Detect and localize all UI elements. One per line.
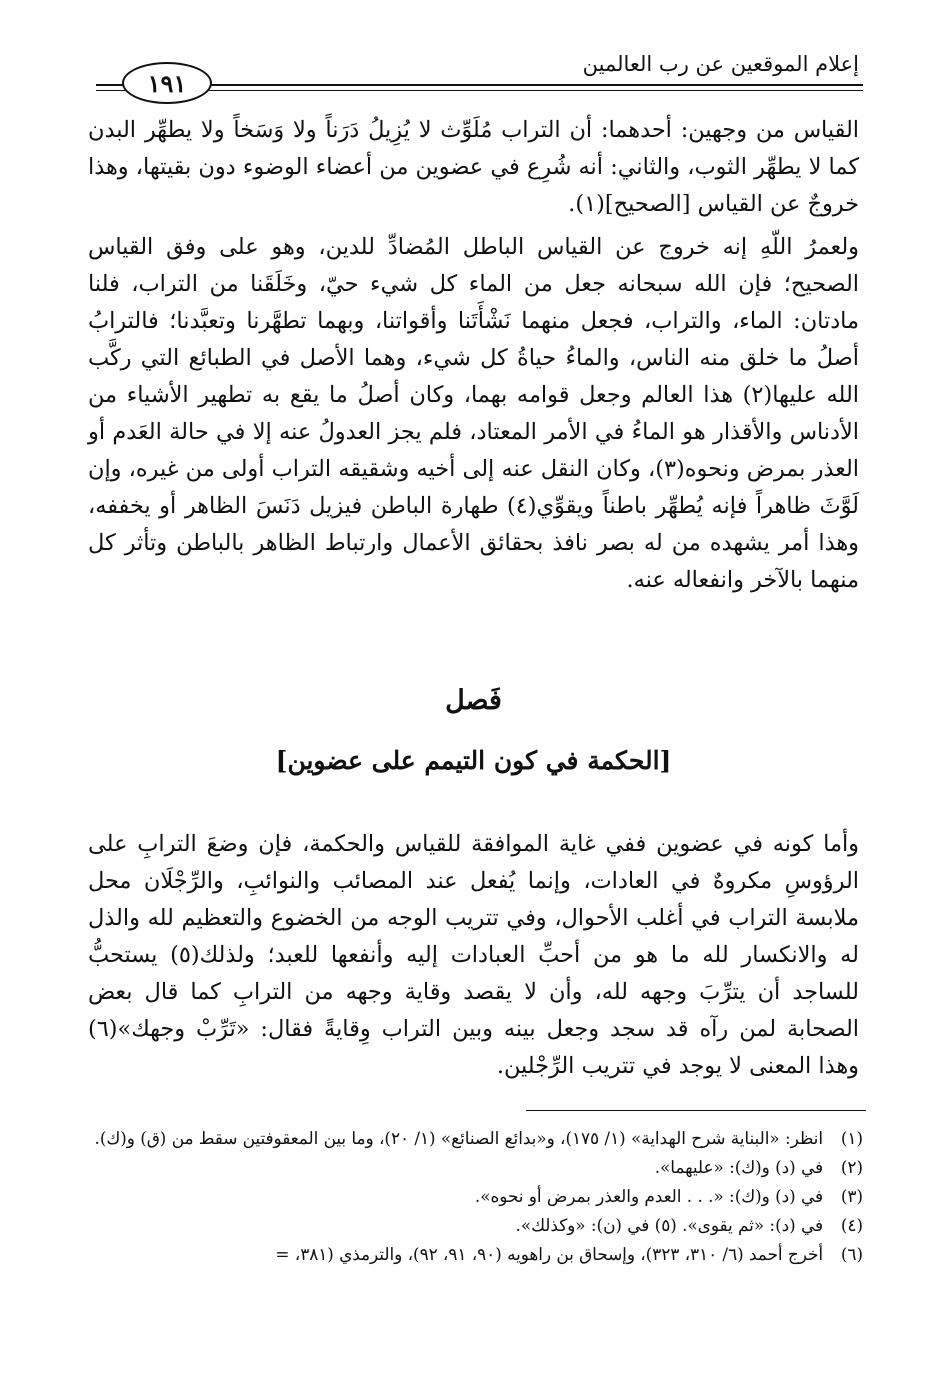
footnote-number: (٦) xyxy=(840,1244,863,1264)
paragraph-3: وأما كونه في عضوين ففي غاية الموافقة للقياس والحكمة، فإن وضعَ الترابِ على الرؤوسِ مكروهٌ في العادات، وإنما يُفعل عند المصائب والنوائبِ، والرِّجْلَان محل ملابسة التراب في أغلب الأحوال، وفي تتريب الوجه من الخضوع والتعظيم لله والذل له والانكسار لله ما هو من أحبِّ العبادات إليه وأنفعها للعبد؛ ولذلك(٥) يستحبُّ للساجد أن يترِّبَ وجهه لله، وأن لا يقصد وقاية وجهه من الترابِ كما قال بعض الصحابة لمن رآه قد سجد وجعل بينه وبين التراب وِقايةً فقال: «تَرِّبْ وجهك»(٦) وهذا المعنى لا يوجد في تتريب الرِّجْلين. xyxy=(88,831,859,1080)
section-title: فَصل xyxy=(445,685,502,716)
main-text-upper xyxy=(88,112,859,605)
footnote-divider xyxy=(526,1110,866,1111)
footnote-number: (١) xyxy=(840,1128,863,1148)
footnote-text: أخرج أحمد (٦/ ٣١٠، ٣٢٣)، وإسحاق بن راهويه (٩٠، ٩١، ٩٢)، والترمذي (٣٨١، = xyxy=(275,1244,823,1264)
footnote-number: (٣) xyxy=(840,1186,863,1206)
main-text-lower xyxy=(88,804,859,1108)
footnote-2 xyxy=(70,1153,863,1182)
footnote-1 xyxy=(70,1124,863,1153)
footnote-3 xyxy=(70,1182,863,1211)
paragraph-1: القياس من وجهين: أحدهما: أن التراب مُلَوِّث لا يُزِيلُ دَرَناً ولا وَسَخاً ولا يطهِّر البدن كما لا يطهِّر الثوب، والثاني: أنه شُرِع في عضوين من أعضاء الوضوء دون بقيتها، وهذا خروجٌ عن القياس [الصحيح](١). xyxy=(88,117,859,217)
header-rule-thin xyxy=(96,90,863,91)
page-number: ١٩١ xyxy=(122,62,212,104)
footnote-text: في (د) و(ك): «. . . العدم والعذر بمرض أو نحوه». xyxy=(474,1186,823,1206)
footnote-number: (٢) xyxy=(840,1157,863,1177)
footnote-text: في (د): «ثم يقوى». (٥) في (ن): «وكذلك». xyxy=(515,1215,823,1235)
footnote-6 xyxy=(70,1240,863,1269)
section-subtitle: [الحكمة في كون التيمم على عضوين] xyxy=(275,746,672,775)
running-header-title: إعلام الموقعين عن رب العالمين xyxy=(582,52,859,76)
paragraph-2: ولعمرُ اللّهِ إنه خروج عن القياس الباطل المُضادِّ للدين، وهو على وفق القياس الصحيح؛ فإن الله سبحانه جعل من الماء كل شيء حيّ، وخَلَقَنا من التراب، فلنا مادتان: الماء، والتراب، فجعل منهما نَشْأَتَنا وأقواتنا، وبهما تطهَّرنا وتعبَّدنا؛ فالترابُ أصلُ ما خلق منه الناس، والماءُ حياةُ كل شيء، وهما الأصل في الطبائع التي ركَّب الله عليها(٢) هذا العالم وجعل قوامه بهما، وكان أصلُ ما يقع به تطهير الأشياء من الأدناس والأقذار هو الماءُ في الأمر المعتاد، فلم يجز العدولُ عنه إلا في حالة العَدم أو العذر بمرض ونحوه(٣)، وكان النقل عنه إلى أخيه وشقيقه التراب أولى من غيره، وإن لَوَّثَ ظاهراً فإنه يُطهِّر باطناً ويقوِّي(٤) طهارة الباطن فيزيل دَنَسَ الظاهر أو يخففه، وهذا أمر يشهده من له بصر نافذ بحقائق الأعمال وارتباط الظاهر بالباطن وتأثر كل منهما بالآخر وانفعاله عنه. xyxy=(88,234,859,593)
footnote-number: (٤) xyxy=(840,1215,863,1235)
footnotes xyxy=(70,1124,863,1269)
footnote-text: في (د) و(ك): «عليهما». xyxy=(654,1157,823,1177)
footnote-text: انظر: «البناية شرح الهداية» (١/ ١٧٥)، و«بدائع الصنائع» (١/ ٢٠)، وما بين المعقوفتين سقط من (ق) و(ك). xyxy=(94,1128,823,1148)
footnote-4 xyxy=(70,1211,863,1240)
